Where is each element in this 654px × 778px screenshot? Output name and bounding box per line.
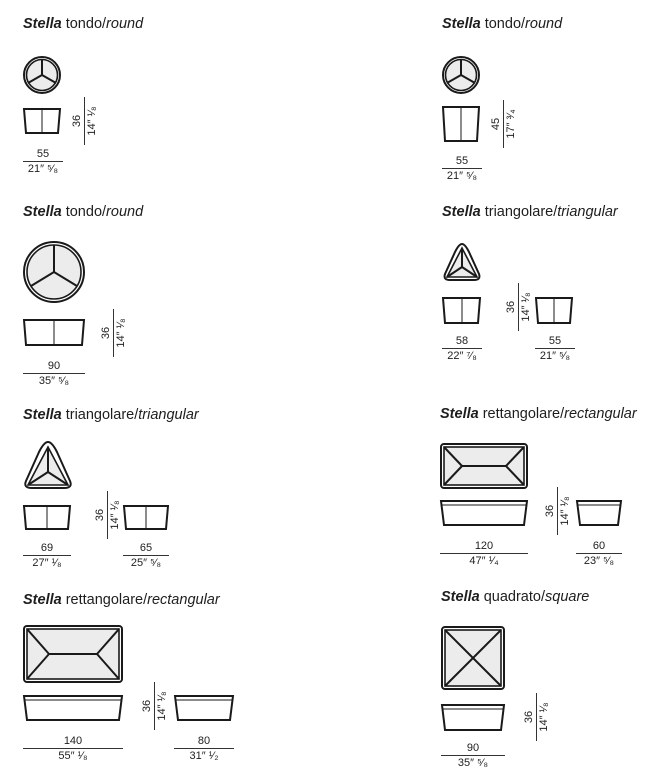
side-view-drawing: [441, 704, 507, 734]
width-dimension: 55 21″ ⁵⁄₈: [23, 148, 63, 175]
side-view-drawing-secondary: [576, 500, 624, 530]
side-view-drawing: [23, 319, 87, 349]
height-dimension: 36 14″ ¹⁄₈: [505, 283, 531, 331]
product-stella-rectangular-120: [440, 406, 654, 586]
product-title: Stella tondo/round: [23, 204, 144, 220]
height-dimension: 36 14″ ¹⁄₈: [71, 97, 97, 145]
top-view-rectangular-drawing: [440, 443, 530, 491]
width-dimension: 120 47″ ¹⁄₄: [440, 540, 528, 567]
height-dimension: 36 14″ ¹⁄₈: [523, 693, 549, 741]
side-view-drawing: [440, 500, 530, 530]
product-stella-triangular-58: [442, 204, 654, 384]
top-view-round-drawing: [23, 56, 63, 96]
product-stella-round-55-45: [442, 16, 654, 196]
product-title: Stella rettangolare/rectangular: [440, 406, 637, 422]
side-view-drawing: [23, 505, 73, 533]
height-dimension: 36 14″ ¹⁄₈: [100, 309, 126, 357]
side-view-drawing-secondary: [535, 297, 575, 327]
height-dimension: 45 17″ ³⁄₄: [490, 100, 516, 148]
height-dimension: 36 14″ ¹⁄₈: [141, 682, 167, 730]
width-dimension: 58 22″ ⁷⁄₈: [442, 335, 482, 362]
height-dimension: 36 14″ ¹⁄₈: [544, 487, 570, 535]
width-dimension: 55 21″ ⁵⁄₈: [442, 155, 482, 182]
product-title: Stella triangolare/triangular: [23, 407, 199, 423]
product-stella-triangular-69: [23, 407, 323, 587]
top-view-rectangular-drawing: [23, 625, 125, 685]
product-stella-round-55-36: [23, 16, 323, 196]
product-title: Stella quadrato/square: [441, 589, 590, 605]
depth-dimension: 60 23″ ⁵⁄₈: [576, 540, 622, 567]
top-view-square-drawing: [441, 626, 507, 692]
side-view-drawing: [23, 108, 63, 136]
depth-dimension: 65 25″ ⁵⁄₈: [123, 542, 169, 569]
width-dimension: 140 55″ ¹⁄₈: [23, 735, 123, 762]
product-title: Stella tondo/round: [23, 16, 144, 32]
height-dimension: 36 14″ ¹⁄₈: [94, 491, 120, 539]
top-view-triangular-drawing: [442, 242, 482, 284]
product-stella-round-90: [23, 204, 323, 387]
top-view-round-drawing: [23, 241, 87, 305]
width-dimension: 90 35″ ⁵⁄₈: [23, 360, 85, 387]
product-title: Stella rettangolare/rectangular: [23, 592, 220, 608]
side-view-drawing: [442, 297, 482, 327]
width-dimension: 90 35″ ⁵⁄₈: [441, 742, 505, 769]
depth-dimension: 80 31″ ¹⁄₂: [174, 735, 234, 762]
side-view-drawing-secondary: [123, 505, 171, 533]
product-stella-rectangular-140: [23, 592, 323, 772]
depth-dimension: 55 21″ ⁵⁄₈: [535, 335, 575, 362]
side-view-drawing: [23, 695, 125, 725]
product-stella-square-90: [441, 589, 654, 769]
width-dimension: 69 27″ ¹⁄₈: [23, 542, 71, 569]
side-view-drawing: [442, 106, 482, 144]
side-view-drawing-secondary: [174, 695, 236, 725]
product-title: Stella triangolare/triangular: [442, 204, 618, 220]
top-view-triangular-drawing: [23, 441, 75, 493]
product-title: Stella tondo/round: [442, 16, 563, 32]
top-view-round-drawing: [442, 56, 482, 96]
